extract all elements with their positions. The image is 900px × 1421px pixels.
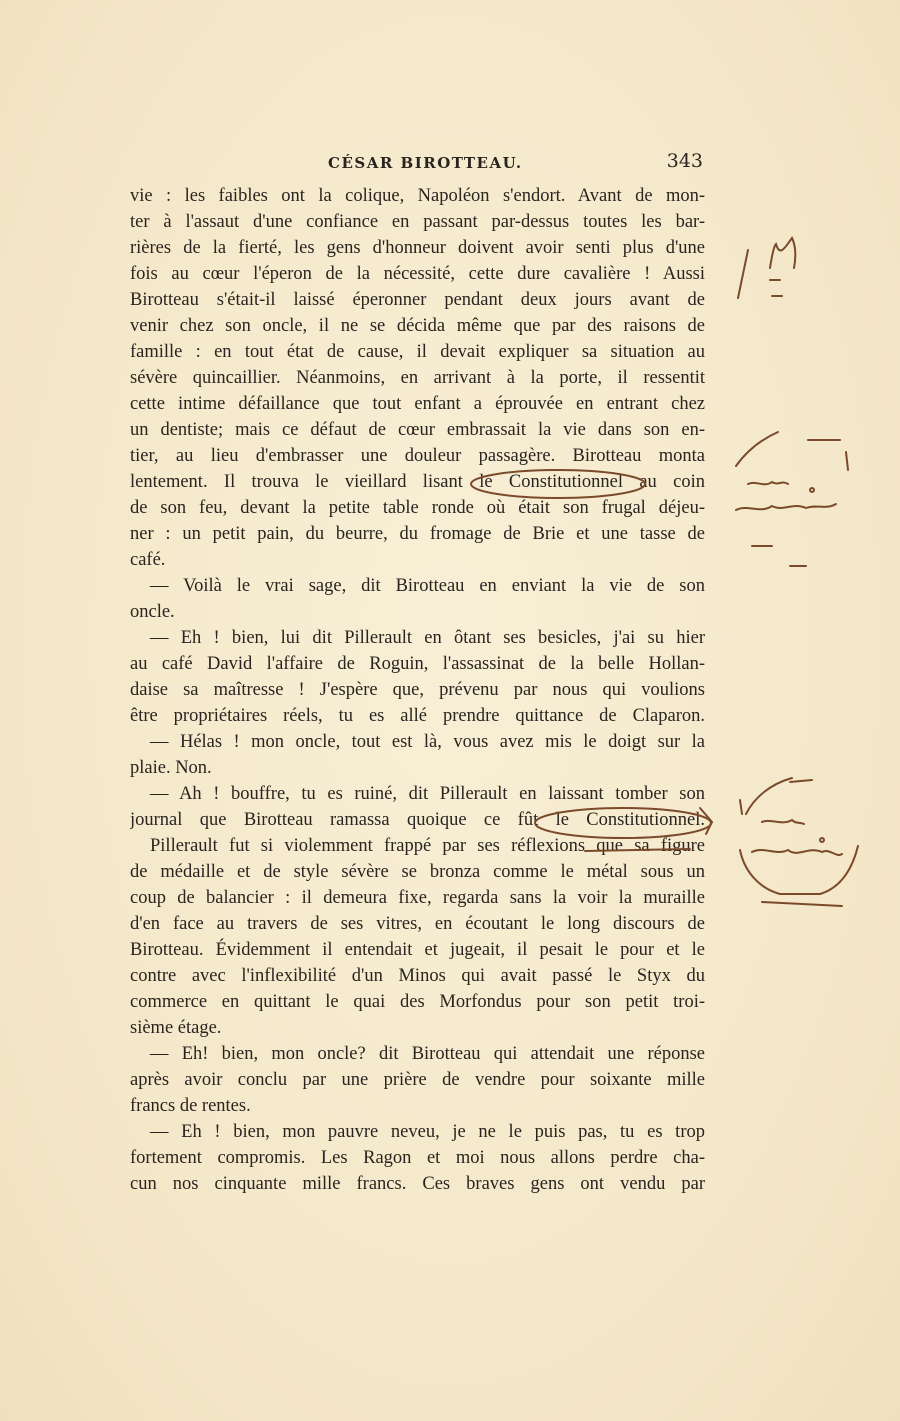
text-line: ter à l'assaut d'une confiance en passant par-dessus toutes les bar- bbox=[130, 212, 705, 232]
text-line: de son feu, devant la petite table ronde où était son frugal déjeu- bbox=[130, 498, 705, 518]
text-line: d'en face au travers de ses vitres, en écoutant le long discours de bbox=[130, 914, 705, 934]
text-line: famille : en tout état de cause, il devait expliquer sa situation au bbox=[130, 342, 705, 362]
text-line: — Ah ! bouffre, tu es ruiné, dit Pillerault en laissant tomber son bbox=[150, 784, 705, 804]
text-line: café. bbox=[130, 550, 166, 570]
text-line: fois au cœur l'éperon de la nécessité, cette dure cavalière ! Aussi bbox=[130, 264, 705, 284]
text-line: Birotteau s'était-il laissé éperonner pendant deux jours avant de bbox=[130, 290, 705, 310]
text-line: fortement compromis. Les Ragon et moi nous allons perdre cha- bbox=[130, 1148, 705, 1168]
text-line: plaie. Non. bbox=[130, 758, 212, 778]
text-line: cette intime défaillance que tout enfant a éprouvée en entrant chez bbox=[130, 394, 705, 414]
text-line: après avoir conclu par une prière de vendre pour soixante mille bbox=[130, 1070, 705, 1090]
text-line: journal que Birotteau ramassa quoique ce fût le Constitutionnel. bbox=[130, 810, 705, 830]
text-line: venir chez son oncle, il ne se décida même que par des raisons de bbox=[130, 316, 705, 336]
text-line: vie : les faibles ont la colique, Napoléon s'endort. Avant de mon- bbox=[130, 186, 705, 206]
page-number: 343 bbox=[666, 150, 703, 172]
running-title: CÉSAR BIROTTEAU. bbox=[328, 154, 523, 172]
body-text bbox=[130, 183, 705, 1197]
text-line: francs de rentes. bbox=[130, 1096, 251, 1116]
text-line: — Eh ! bien, lui dit Pillerault en ôtant ses besicles, j'ai su hier bbox=[150, 628, 705, 648]
text-line: — Eh! bien, mon oncle? dit Birotteau qui attendait une réponse bbox=[150, 1044, 705, 1064]
text-line: être propriétaires réels, tu es allé prendre quittance de Claparon. bbox=[130, 706, 705, 726]
text-line: — Eh ! bien, mon pauvre neveu, je ne le puis pas, tu es trop bbox=[150, 1122, 705, 1142]
text-line: — Voilà le vrai sage, dit Birotteau en enviant la vie de son bbox=[150, 576, 705, 596]
text-line: commerce en quittant le quai des Morfondus pour son petit troi- bbox=[130, 992, 705, 1012]
text-line: Birotteau. Évidemment il entendait et jugeait, il pesait le pour et le bbox=[130, 940, 705, 960]
text-line: cun nos cinquante mille francs. Ces braves gens ont vendu par bbox=[130, 1174, 705, 1194]
text-line: rières de la fierté, les gens d'honneur doivent avoir senti plus d'une bbox=[130, 238, 705, 258]
text-line: tier, au lieu d'embrasser une douleur passagère. Birotteau monta bbox=[130, 446, 705, 466]
text-line: un dentiste; mais ce défaut de cœur embrassait la vie dans son en- bbox=[130, 420, 705, 440]
text-line: sévère quincaillier. Néanmoins, en arrivant à la porte, il ressentit bbox=[130, 368, 705, 388]
text-line: oncle. bbox=[130, 602, 175, 622]
text-line: au café David l'affaire de Roguin, l'assassinat de la belle Hollan- bbox=[130, 654, 705, 674]
text-line: sième étage. bbox=[130, 1018, 222, 1038]
page-header bbox=[130, 150, 705, 174]
text-line: — Hélas ! mon oncle, tout est là, vous avez mis le doigt sur la bbox=[150, 732, 705, 752]
text-line: coup de balancier : il demeura fixe, regarda sans la voir la muraille bbox=[130, 888, 705, 908]
text-line: de médaille et de style sévère se bronza comme le métal sous un bbox=[130, 862, 705, 882]
text-line: lentement. Il trouva le vieillard lisant le Constitutionnel au coin bbox=[130, 472, 705, 492]
text-line: contre avec l'inflexibilité d'un Minos qui avait passé le Styx du bbox=[130, 966, 705, 986]
text-line: daise sa maîtresse ! J'espère que, prévenu par nous qui voulions bbox=[130, 680, 705, 700]
text-line: ner : un petit pain, du beurre, du fromage de Brie et une tasse de bbox=[130, 524, 705, 544]
text-line: Pillerault fut si violemment frappé par ses réflexions que sa figure bbox=[150, 836, 705, 856]
